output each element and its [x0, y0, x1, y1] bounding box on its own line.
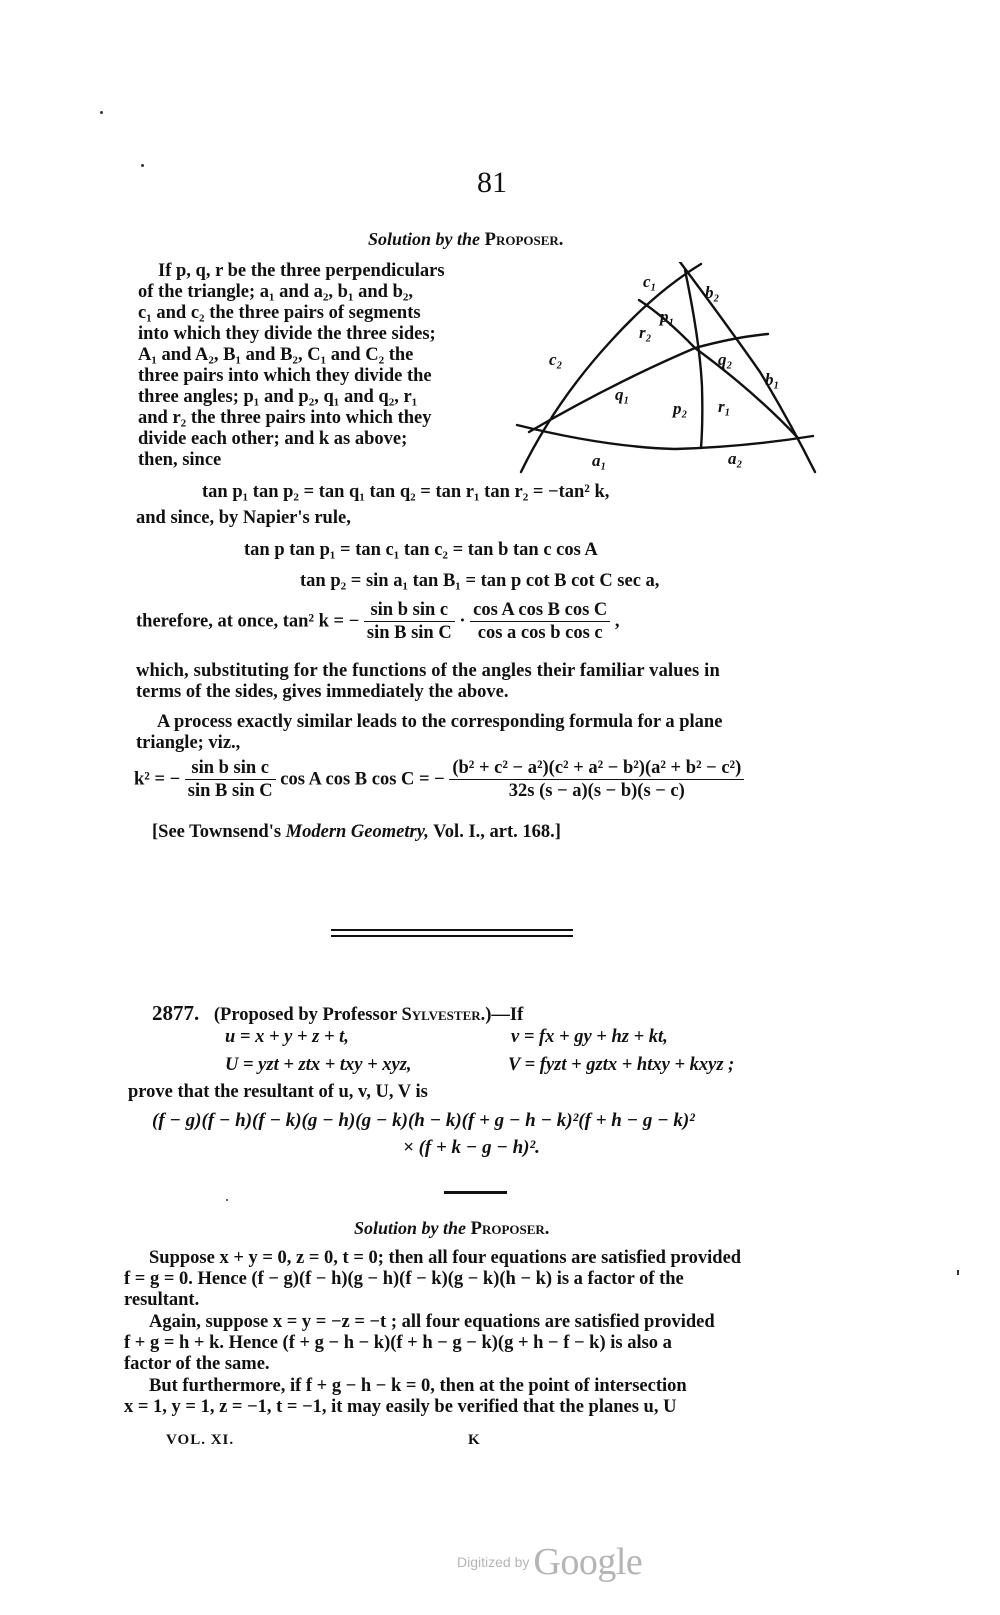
intro-line: divide each other; and k as above;: [138, 429, 408, 449]
fraction-numerator: (b² + c² − a²)(c² + a² − b²)(a² + b² − c²): [449, 757, 744, 780]
speck: [141, 164, 144, 167]
equation-napier-2: tan p₂ = sin a₁ tan B₁ = tan p cot B cot C sec a,: [300, 571, 660, 591]
label-q2: q₂: [718, 350, 733, 369]
definition-V: V = fyzt + gztx + htxy + kxyz ;: [508, 1055, 735, 1075]
intro-line: c₁ and c₂ the three pairs of segments: [138, 303, 421, 323]
fraction-sines: [364, 599, 455, 644]
perpendicular-p: [685, 270, 702, 448]
section-divider-top: [331, 929, 573, 931]
solution-heading-2: [354, 1218, 549, 1240]
therefore-prefix: therefore, at once, tan² k = −: [136, 611, 360, 632]
resultant-line-2: × (f + k − g − h)².: [403, 1137, 540, 1158]
solution-line: f = g = 0. Hence (f − g)(f − h)(g − h)(f − k)(g − k)(h − k) is a factor of the: [124, 1269, 684, 1289]
intro-line: of the triangle; a₁ and a₂, b₁ and b₂,: [138, 282, 414, 302]
fraction-cosines: [470, 599, 610, 644]
napier-line: and since, by Napier's rule,: [136, 508, 351, 528]
section-divider-bottom: [331, 935, 573, 937]
label-q1: q₁: [615, 385, 630, 404]
perpendicular-q: [529, 334, 768, 432]
equation-plane-triangle: [134, 757, 744, 802]
heading-caps: Proposer.: [470, 1219, 550, 1239]
definition-u: u = x + y + z + t,: [225, 1027, 349, 1047]
solution-line: But furthermore, if f + g − h − k = 0, then at the point of intersection: [149, 1376, 687, 1396]
intro-line: three pairs into which they divide the: [138, 366, 432, 386]
fraction-denominator: 32s (s − a)(s − b)(s − c): [508, 781, 685, 801]
intro-line: three angles; p₁ and p₂, q₁ and q₂, r₁: [138, 387, 418, 407]
intro-line: A₁ and A₂, B₁ and B₂, C₁ and C₂ the: [138, 345, 414, 365]
paragraph-line: terms of the sides, gives immediately the above.: [136, 682, 509, 702]
label-r1: r₁: [718, 397, 731, 416]
reference-title: Modern Geometry,: [285, 822, 429, 842]
label-b1: b₁: [765, 370, 780, 389]
solution-line: Again, suppose x = y = −z = −t ; all four equations are satisfied provided: [149, 1312, 715, 1332]
speck: [957, 1270, 959, 1275]
signature-mark: K: [468, 1432, 481, 1448]
solution-heading-1: [368, 229, 563, 251]
label-c2: c₂: [549, 350, 563, 369]
reference-prefix: [See Townsend's: [152, 822, 282, 842]
plane-prefix: k² = −: [134, 769, 181, 790]
fraction-numerator: sin b sin c: [364, 599, 455, 622]
solution-line: x = 1, y = 1, z = −1, t = −1, it may easily be verified that the planes u, U: [124, 1397, 677, 1417]
paragraph-line: which, substituting for the functions of the angles their familiar values in: [136, 661, 720, 681]
paragraph-line: A process exactly similar leads to the corresponding formula for a plane: [157, 712, 723, 732]
problem-header: [152, 1003, 523, 1026]
volume-label: VOL. XI.: [166, 1432, 235, 1448]
heading-italic: Solution by the: [368, 229, 481, 249]
fraction-numerator: cos A cos B cos C: [470, 599, 610, 622]
heading-caps: Proposer.: [484, 230, 564, 250]
label-a2: a₂: [728, 449, 743, 468]
equation-tan-products: tan p₁ tan p₂ = tan q₁ tan q₂ = tan r₁ tan r₂ = −tan² k,: [202, 482, 610, 502]
google-logo: Google: [533, 1541, 643, 1583]
solution-line: factor of the same.: [124, 1354, 270, 1374]
solution-line: f + g = h + k. Hence (f + g − h − k)(f + h − g − k)(g + h − f − k) is also a: [124, 1333, 672, 1353]
proposer-name: Sylvester.: [401, 1005, 486, 1025]
fraction-denominator: sin B sin C: [366, 623, 452, 643]
solution-line: resultant.: [124, 1290, 200, 1310]
intro-line: and r₂ the three pairs into which they: [138, 408, 432, 428]
plane-middle: cos A cos B cos C = −: [280, 769, 445, 790]
fraction-denominator: cos a cos b cos c: [477, 623, 603, 643]
intro-line: then, since: [138, 450, 222, 470]
side-a-arc: [517, 425, 813, 449]
prove-line: prove that the resultant of u, v, U, V is: [128, 1082, 428, 1102]
proposer-suffix: )—If: [485, 1005, 524, 1025]
label-b2: b₂: [705, 283, 720, 302]
fraction-sides: [449, 757, 744, 802]
fraction-denominator: sin B sin C: [187, 781, 273, 801]
solution-line: Suppose x + y = 0, z = 0, t = 0; then all four equations are satisfied provided: [149, 1248, 742, 1268]
label-a1: a₁: [592, 451, 607, 470]
label-p2: p₂: [673, 399, 688, 418]
spherical-triangle-diagram: [515, 262, 835, 487]
fraction-sines: [185, 757, 276, 802]
therefore-suffix: ,: [614, 611, 620, 632]
equation-therefore: [136, 599, 620, 644]
label-p1: p₁: [660, 307, 675, 326]
problem-number: 2877.: [152, 1001, 200, 1025]
paragraph-line: triangle; viz.,: [136, 733, 241, 753]
speck: [100, 111, 103, 114]
heading-italic: Solution by the: [354, 1218, 467, 1238]
side-c-arc: [521, 264, 701, 472]
equation-napier-1: tan p tan p₁ = tan c₁ tan c₂ = tan b tan c cos A: [244, 540, 598, 560]
proposer-prefix: (Proposed by Professor: [213, 1005, 397, 1025]
short-divider: [444, 1191, 507, 1194]
watermark-prefix: Digitized by: [457, 1554, 530, 1570]
reference-suffix: Vol. I., art. 168.]: [433, 822, 561, 842]
definition-v: v = fx + gy + hz + kt,: [511, 1027, 668, 1047]
intro-line: If p, q, r be the three perpendiculars: [158, 261, 445, 281]
reference-note: [152, 822, 561, 843]
dot-separator: ·: [459, 611, 466, 632]
resultant-line-1: (f − g)(f − h)(f − k)(g − h)(g − k)(h − k)(f + g − h − k)²(f + h − g − k)²: [152, 1110, 695, 1131]
definition-U: U = yzt + ztx + txy + xyz,: [225, 1055, 412, 1075]
speck: [226, 1199, 228, 1201]
label-c1: c₁: [643, 272, 657, 291]
page-number: 81: [477, 166, 507, 199]
intro-line: into which they divide the three sides;: [138, 324, 436, 344]
fraction-numerator: sin b sin c: [185, 757, 276, 780]
label-r2: r₂: [639, 323, 652, 342]
digitized-by-watermark: [457, 1540, 642, 1584]
